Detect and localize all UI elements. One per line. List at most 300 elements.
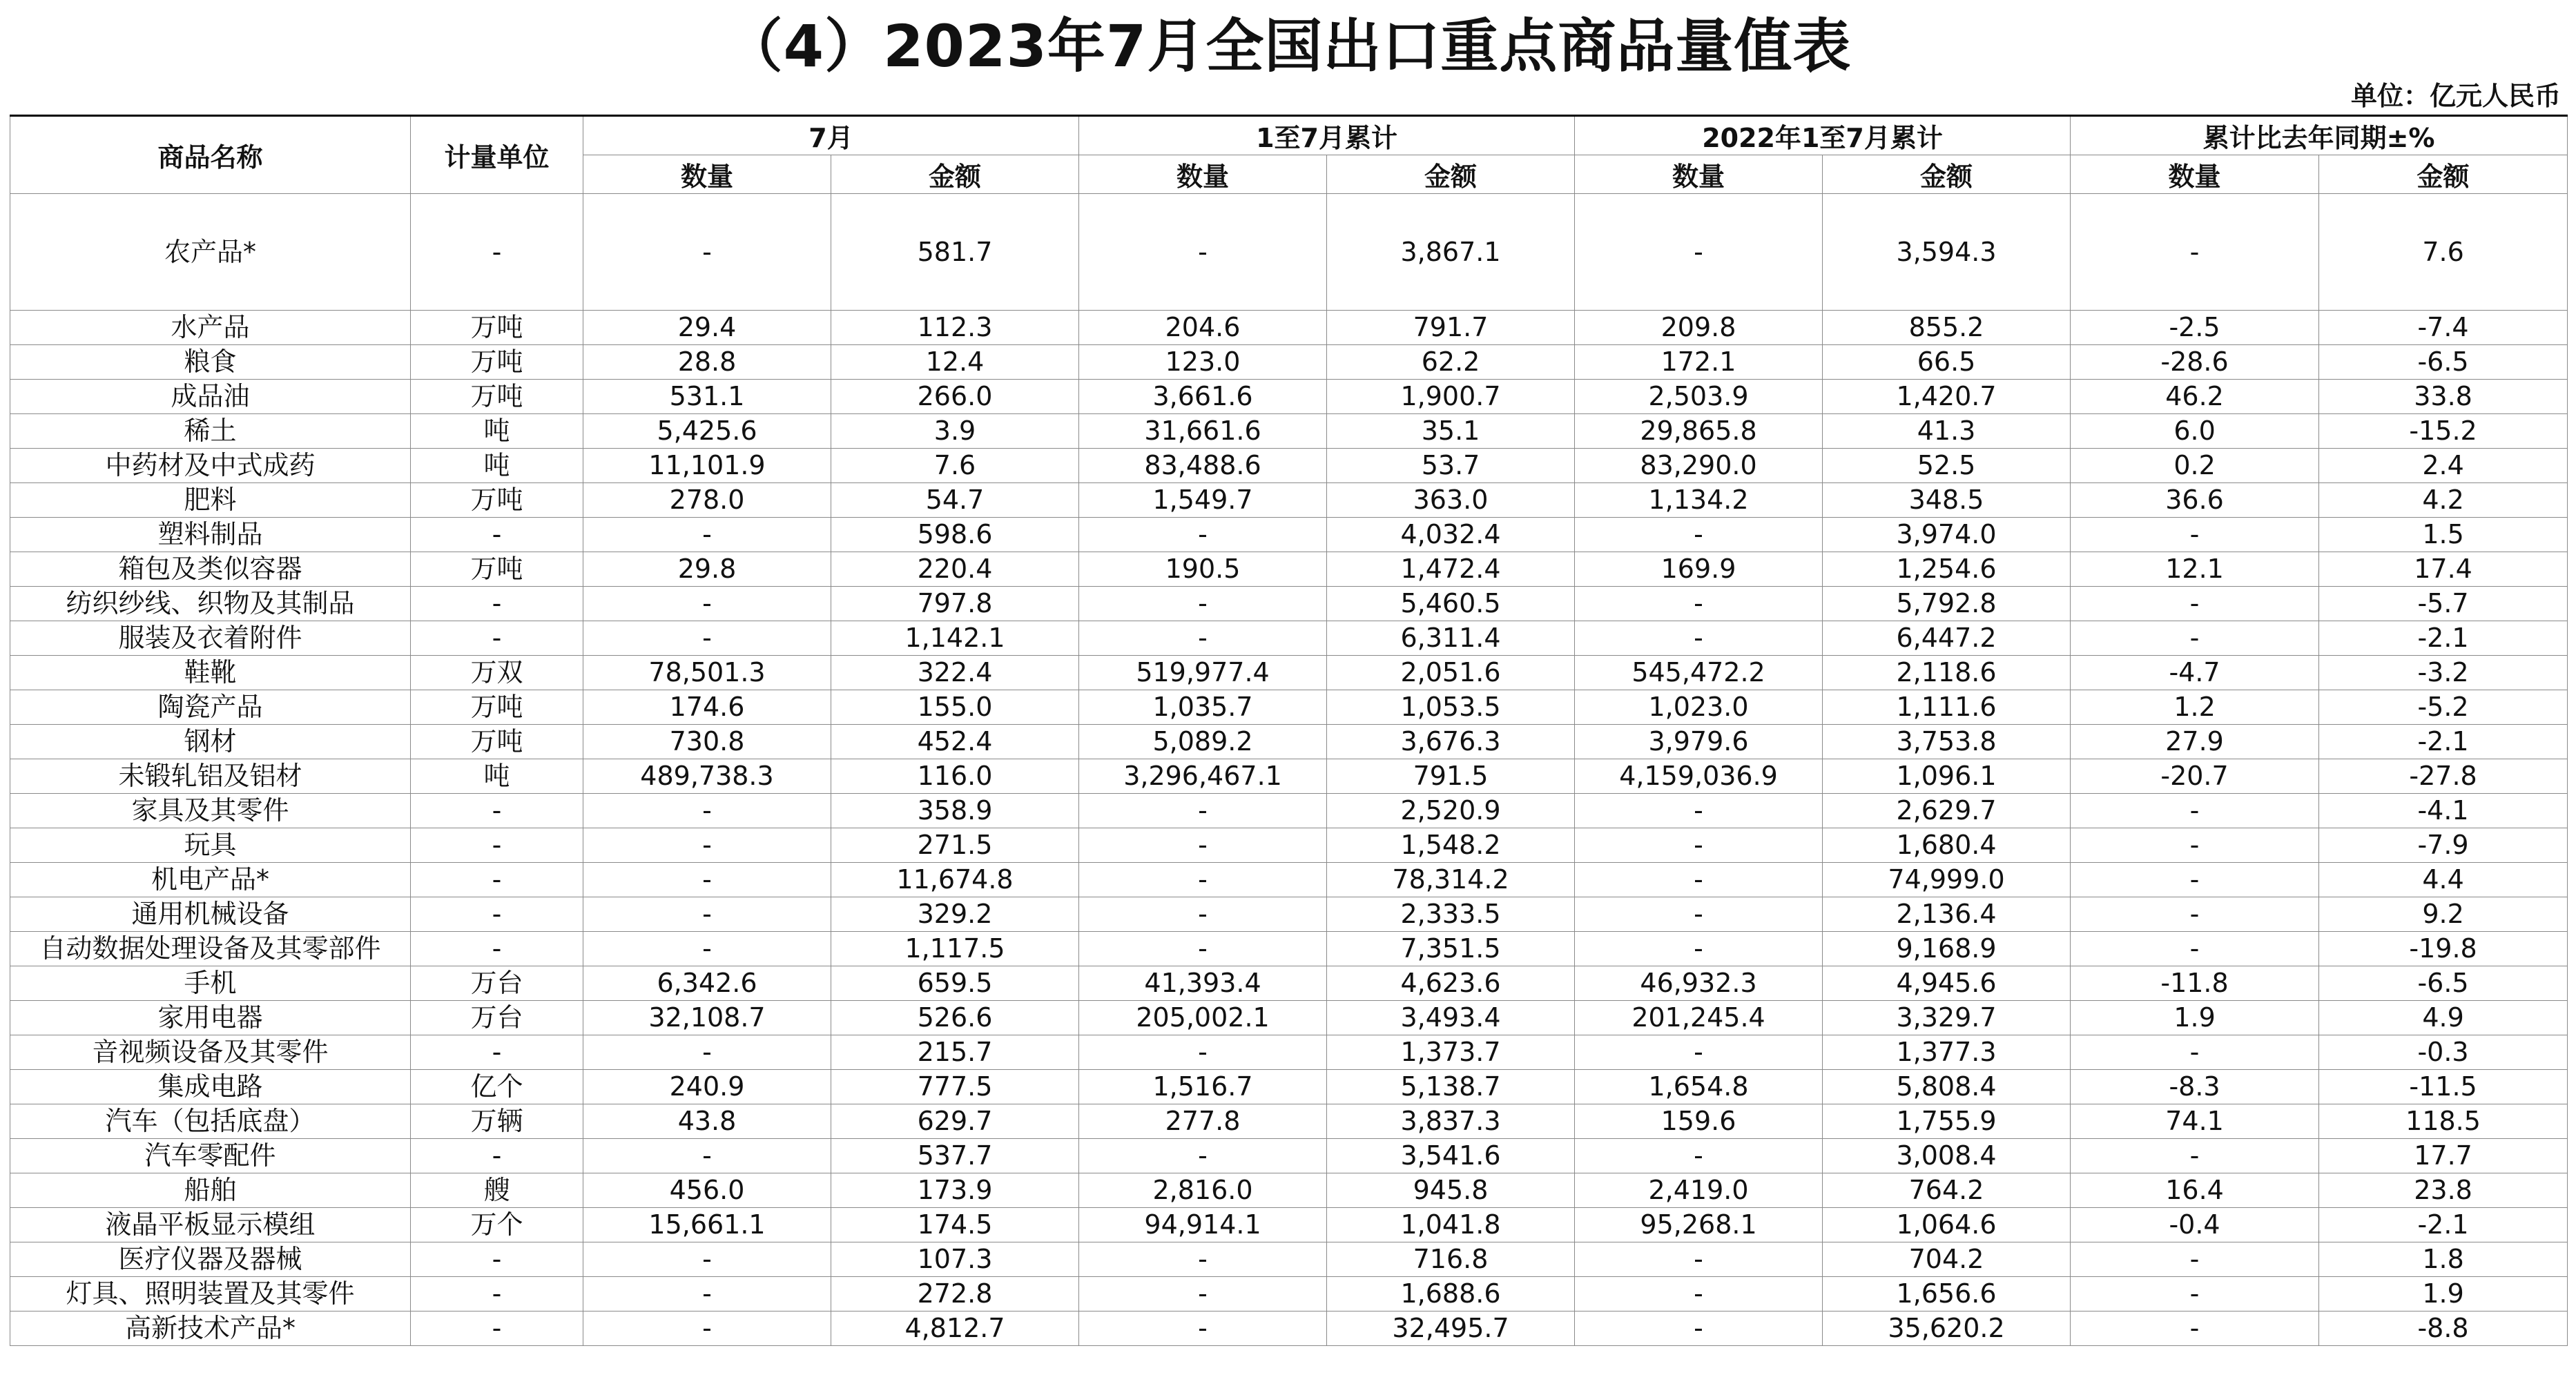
table-row [10,863,2568,897]
prev-amt-cell: 764.2 [1823,1173,2071,1208]
yoy-amt-cell: -0.3 [2319,1035,2568,1070]
ytd-qty-cell: 2,816.0 [1079,1173,1327,1208]
ytd-qty-cell: 41,393.4 [1079,966,1327,1001]
yoy-amt-cell: -27.8 [2319,759,2568,794]
jul-amt-cell: 1,142.1 [831,621,1079,656]
prev-amt-cell: 5,808.4 [1823,1070,2071,1104]
ytd-qty-cell: - [1079,587,1327,621]
jul-amt-cell: 4,812.7 [831,1311,1079,1346]
yoy-qty-cell: -28.6 [2071,345,2319,380]
unit-cell: - [411,863,583,897]
ytd-amt-cell: 3,676.3 [1327,725,1575,759]
commodity-name-cell: 稀土 [10,414,411,449]
prev-amt-cell: 41.3 [1823,414,2071,449]
table-row [10,966,2568,1001]
prev-qty-cell: - [1575,1277,1823,1311]
ytd-amt-cell: 791.5 [1327,759,1575,794]
prev-amt-cell: 2,629.7 [1823,794,2071,828]
ytd-qty-cell: - [1079,897,1327,932]
ytd-amt-cell: 78,314.2 [1327,863,1575,897]
jul-qty-cell: 78,501.3 [583,656,831,690]
unit-cell: 吨 [411,759,583,794]
jul-amt-cell: 173.9 [831,1173,1079,1208]
prev-qty-cell: - [1575,1139,1823,1173]
unit-note: 单位：亿元人民币 [2350,81,2561,111]
prev-amt-cell: 3,594.3 [1823,194,2071,311]
jul-amt-cell: 659.5 [831,966,1079,1001]
ytd-qty-cell: 3,661.6 [1079,380,1327,414]
prev-qty-cell: 3,979.6 [1575,725,1823,759]
yoy-amt-cell: -6.5 [2319,345,2568,380]
table-row [10,1139,2568,1173]
table-row [10,414,2568,449]
yoy-amt-cell: -5.7 [2319,587,2568,621]
prev-amt-cell: 5,792.8 [1823,587,2071,621]
jul-amt-cell: 220.4 [831,552,1079,587]
ytd-qty-cell: 83,488.6 [1079,449,1327,483]
jul-amt-cell: 3.9 [831,414,1079,449]
prev-amt-cell: 52.5 [1823,449,2071,483]
yoy-amt-cell: -7.9 [2319,828,2568,863]
yoy-amt-cell: 17.7 [2319,1139,2568,1173]
yoy-qty-cell: -11.8 [2071,966,2319,1001]
header-qty: 数量 [1079,155,1327,194]
prev-amt-cell: 704.2 [1823,1242,2071,1277]
yoy-qty-cell: - [2071,587,2319,621]
jul-qty-cell: 11,101.9 [583,449,831,483]
table-row [10,1277,2568,1311]
yoy-qty-cell: - [2071,1277,2319,1311]
prev-qty-cell: - [1575,1035,1823,1070]
jul-qty-cell: - [583,1311,831,1346]
unit-cell: - [411,621,583,656]
unit-cell: 艘 [411,1173,583,1208]
jul-qty-cell: 6,342.6 [583,966,831,1001]
yoy-qty-cell: - [2071,194,2319,311]
commodity-name-cell: 机电产品* [10,863,411,897]
yoy-amt-cell: 1.5 [2319,518,2568,552]
yoy-amt-cell: -11.5 [2319,1070,2568,1104]
jul-amt-cell: 54.7 [831,483,1079,518]
unit-cell: 万双 [411,656,583,690]
unit-cell: 万吨 [411,483,583,518]
table-row [10,518,2568,552]
yoy-qty-cell: -4.7 [2071,656,2319,690]
table-row [10,552,2568,587]
prev-qty-cell: - [1575,828,1823,863]
prev-amt-cell: 1,420.7 [1823,380,2071,414]
table-row [10,1242,2568,1277]
table-row [10,1104,2568,1139]
jul-amt-cell: 629.7 [831,1104,1079,1139]
prev-amt-cell: 66.5 [1823,345,2071,380]
ytd-qty-cell: 123.0 [1079,345,1327,380]
yoy-amt-cell: -8.8 [2319,1311,2568,1346]
unit-cell: 吨 [411,449,583,483]
jul-qty-cell: 43.8 [583,1104,831,1139]
yoy-amt-cell: 118.5 [2319,1104,2568,1139]
jul-amt-cell: 1,117.5 [831,932,1079,966]
unit-cell: - [411,587,583,621]
yoy-amt-cell: 23.8 [2319,1173,2568,1208]
jul-qty-cell: - [583,194,831,311]
jul-qty-cell: 29.8 [583,552,831,587]
ytd-amt-cell: 5,460.5 [1327,587,1575,621]
header-amt: 金额 [1327,155,1575,194]
unit-cell: - [411,518,583,552]
commodity-name-cell: 手机 [10,966,411,1001]
prev-qty-cell: - [1575,1311,1823,1346]
ytd-amt-cell: 53.7 [1327,449,1575,483]
jul-qty-cell: - [583,863,831,897]
yoy-amt-cell: -15.2 [2319,414,2568,449]
jul-amt-cell: 452.4 [831,725,1079,759]
prev-qty-cell: 159.6 [1575,1104,1823,1139]
ytd-qty-cell: 190.5 [1079,552,1327,587]
prev-amt-cell: 2,136.4 [1823,897,2071,932]
ytd-qty-cell: - [1079,1242,1327,1277]
yoy-qty-cell: - [2071,1035,2319,1070]
unit-cell: 吨 [411,414,583,449]
yoy-qty-cell: - [2071,518,2319,552]
prev-qty-cell: 2,503.9 [1575,380,1823,414]
prev-amt-cell: 3,329.7 [1823,1001,2071,1035]
unit-cell: 万吨 [411,690,583,725]
ytd-amt-cell: 62.2 [1327,345,1575,380]
jul-qty-cell: - [583,897,831,932]
prev-amt-cell: 855.2 [1823,311,2071,345]
yoy-amt-cell: -5.2 [2319,690,2568,725]
commodity-name-cell: 音视频设备及其零件 [10,1035,411,1070]
header-qty: 数量 [2071,155,2319,194]
table-row [10,621,2568,656]
prev-amt-cell: 1,656.6 [1823,1277,2071,1311]
jul-amt-cell: 581.7 [831,194,1079,311]
ytd-amt-cell: 35.1 [1327,414,1575,449]
yoy-amt-cell: -2.1 [2319,621,2568,656]
ytd-qty-cell: - [1079,863,1327,897]
commodity-name-cell: 成品油 [10,380,411,414]
yoy-qty-cell: - [2071,1311,2319,1346]
jul-qty-cell: 32,108.7 [583,1001,831,1035]
table-row [10,690,2568,725]
prev-qty-cell: 46,932.3 [1575,966,1823,1001]
unit-cell: - [411,1242,583,1277]
commodity-name-cell: 汽车零配件 [10,1139,411,1173]
jul-amt-cell: 215.7 [831,1035,1079,1070]
ytd-amt-cell: 716.8 [1327,1242,1575,1277]
table-row [10,449,2568,483]
commodity-name-cell: 中药材及中式成药 [10,449,411,483]
ytd-amt-cell: 32,495.7 [1327,1311,1575,1346]
jul-qty-cell: 5,425.6 [583,414,831,449]
yoy-qty-cell: -2.5 [2071,311,2319,345]
commodity-name-cell: 陶瓷产品 [10,690,411,725]
unit-cell: - [411,828,583,863]
prev-amt-cell: 348.5 [1823,483,2071,518]
commodity-name-cell: 高新技术产品* [10,1311,411,1346]
table-title: （4）2023年7月全国出口重点商品量值表 [724,12,1852,80]
ytd-qty-cell: - [1079,1277,1327,1311]
ytd-qty-cell: 205,002.1 [1079,1001,1327,1035]
yoy-amt-cell: 4.9 [2319,1001,2568,1035]
unit-cell: 万台 [411,1001,583,1035]
commodity-name-cell: 家用电器 [10,1001,411,1035]
prev-amt-cell: 3,008.4 [1823,1139,2071,1173]
prev-qty-cell: 1,134.2 [1575,483,1823,518]
commodity-name-cell: 纺织纱线、织物及其制品 [10,587,411,621]
header-group-july: 7月 [583,116,1079,155]
table-row [10,1001,2568,1035]
yoy-qty-cell: 46.2 [2071,380,2319,414]
unit-cell: - [411,1311,583,1346]
yoy-qty-cell: 1.9 [2071,1001,2319,1035]
ytd-amt-cell: 1,373.7 [1327,1035,1575,1070]
jul-qty-cell: - [583,587,831,621]
ytd-qty-cell: 5,089.2 [1079,725,1327,759]
commodity-name-cell: 家具及其零件 [10,794,411,828]
jul-qty-cell: 531.1 [583,380,831,414]
table-row [10,932,2568,966]
unit-cell: - [411,1139,583,1173]
yoy-qty-cell: - [2071,1242,2319,1277]
commodity-name-cell: 集成电路 [10,1070,411,1104]
yoy-qty-cell: 74.1 [2071,1104,2319,1139]
header-amt: 金额 [831,155,1079,194]
unit-cell: - [411,897,583,932]
prev-qty-cell: - [1575,621,1823,656]
ytd-amt-cell: 7,351.5 [1327,932,1575,966]
commodity-name-cell: 水产品 [10,311,411,345]
unit-cell: 亿个 [411,1070,583,1104]
yoy-amt-cell: -6.5 [2319,966,2568,1001]
table-row [10,483,2568,518]
ytd-qty-cell: - [1079,1035,1327,1070]
jul-amt-cell: 322.4 [831,656,1079,690]
yoy-amt-cell: 4.4 [2319,863,2568,897]
ytd-amt-cell: 1,688.6 [1327,1277,1575,1311]
ytd-amt-cell: 3,867.1 [1327,194,1575,311]
commodity-name-cell: 肥料 [10,483,411,518]
table-row [10,828,2568,863]
jul-qty-cell: 15,661.1 [583,1208,831,1242]
table-row [10,1311,2568,1346]
ytd-amt-cell: 2,051.6 [1327,656,1575,690]
yoy-amt-cell: 9.2 [2319,897,2568,932]
yoy-qty-cell: -8.3 [2071,1070,2319,1104]
jul-qty-cell: - [583,794,831,828]
yoy-qty-cell: - [2071,828,2319,863]
table-row [10,725,2568,759]
jul-qty-cell: 174.6 [583,690,831,725]
jul-amt-cell: 174.5 [831,1208,1079,1242]
table-body [10,194,2568,1346]
prev-qty-cell: - [1575,587,1823,621]
prev-qty-cell: - [1575,1242,1823,1277]
ytd-amt-cell: 1,472.4 [1327,552,1575,587]
yoy-qty-cell: - [2071,794,2319,828]
prev-qty-cell: 4,159,036.9 [1575,759,1823,794]
prev-qty-cell: - [1575,794,1823,828]
prev-amt-cell: 4,945.6 [1823,966,2071,1001]
prev-qty-cell: - [1575,194,1823,311]
yoy-amt-cell: -19.8 [2319,932,2568,966]
jul-amt-cell: 12.4 [831,345,1079,380]
yoy-qty-cell: 12.1 [2071,552,2319,587]
jul-qty-cell: 278.0 [583,483,831,518]
jul-amt-cell: 107.3 [831,1242,1079,1277]
prev-qty-cell: 209.8 [1575,311,1823,345]
prev-amt-cell: 1,254.6 [1823,552,2071,587]
ytd-qty-cell: 1,516.7 [1079,1070,1327,1104]
yoy-qty-cell: -0.4 [2071,1208,2319,1242]
unit-cell: 万吨 [411,380,583,414]
ytd-amt-cell: 4,623.6 [1327,966,1575,1001]
jul-amt-cell: 797.8 [831,587,1079,621]
ytd-qty-cell: - [1079,932,1327,966]
yoy-amt-cell: 17.4 [2319,552,2568,587]
unit-cell: 万吨 [411,725,583,759]
ytd-amt-cell: 791.7 [1327,311,1575,345]
yoy-amt-cell: -4.1 [2319,794,2568,828]
commodity-name-cell: 服装及衣着附件 [10,621,411,656]
prev-qty-cell: 172.1 [1575,345,1823,380]
jul-amt-cell: 271.5 [831,828,1079,863]
unit-cell: 万吨 [411,311,583,345]
commodity-name-cell: 自动数据处理设备及其零部件 [10,932,411,966]
yoy-qty-cell: 16.4 [2071,1173,2319,1208]
yoy-amt-cell: -3.2 [2319,656,2568,690]
ytd-amt-cell: 1,900.7 [1327,380,1575,414]
jul-qty-cell: 456.0 [583,1173,831,1208]
ytd-qty-cell: 94,914.1 [1079,1208,1327,1242]
prev-qty-cell: 169.9 [1575,552,1823,587]
table-row [10,1173,2568,1208]
prev-amt-cell: 2,118.6 [1823,656,2071,690]
jul-amt-cell: 526.6 [831,1001,1079,1035]
ytd-qty-cell: 519,977.4 [1079,656,1327,690]
prev-qty-cell: 1,654.8 [1575,1070,1823,1104]
jul-qty-cell: - [583,1242,831,1277]
unit-cell: - [411,932,583,966]
ytd-amt-cell: 2,520.9 [1327,794,1575,828]
jul-amt-cell: 329.2 [831,897,1079,932]
prev-qty-cell: 1,023.0 [1575,690,1823,725]
jul-qty-cell: - [583,1277,831,1311]
unit-cell: - [411,194,583,311]
prev-amt-cell: 1,377.3 [1823,1035,2071,1070]
yoy-amt-cell: 1.9 [2319,1277,2568,1311]
ytd-qty-cell: - [1079,828,1327,863]
ytd-amt-cell: 4,032.4 [1327,518,1575,552]
ytd-amt-cell: 1,041.8 [1327,1208,1575,1242]
ytd-amt-cell: 6,311.4 [1327,621,1575,656]
jul-qty-cell: - [583,621,831,656]
commodity-name-cell: 钢材 [10,725,411,759]
table-row [10,194,2568,311]
yoy-qty-cell: 36.6 [2071,483,2319,518]
prev-amt-cell: 1,680.4 [1823,828,2071,863]
ytd-qty-cell: - [1079,794,1327,828]
prev-qty-cell: - [1575,518,1823,552]
yoy-amt-cell: 1.8 [2319,1242,2568,1277]
prev-qty-cell: 83,290.0 [1575,449,1823,483]
ytd-amt-cell: 3,493.4 [1327,1001,1575,1035]
header-group-2022: 2022年1至7月累计 [1575,116,2071,155]
table-row [10,311,2568,345]
yoy-amt-cell: -2.1 [2319,1208,2568,1242]
header-qty: 数量 [1575,155,1823,194]
header-amt: 金额 [1823,155,2071,194]
ytd-qty-cell: - [1079,194,1327,311]
ytd-qty-cell: 3,296,467.1 [1079,759,1327,794]
unit-cell: 万台 [411,966,583,1001]
commodity-name-cell: 塑料制品 [10,518,411,552]
ytd-amt-cell: 3,837.3 [1327,1104,1575,1139]
table-row [10,587,2568,621]
prev-amt-cell: 3,974.0 [1823,518,2071,552]
prev-amt-cell: 9,168.9 [1823,932,2071,966]
commodity-name-cell: 未锻轧铝及铝材 [10,759,411,794]
table-row [10,1070,2568,1104]
yoy-qty-cell: 0.2 [2071,449,2319,483]
jul-qty-cell: - [583,518,831,552]
commodity-name-cell: 粮食 [10,345,411,380]
table-row [10,656,2568,690]
prev-qty-cell: - [1575,932,1823,966]
ytd-amt-cell: 5,138.7 [1327,1070,1575,1104]
yoy-qty-cell: - [2071,1139,2319,1173]
header-unit: 计量单位 [411,116,583,194]
commodity-name-cell: 汽车（包括底盘） [10,1104,411,1139]
commodity-name-cell: 农产品* [10,194,411,311]
table-row [10,1035,2568,1070]
jul-amt-cell: 112.3 [831,311,1079,345]
yoy-qty-cell: -20.7 [2071,759,2319,794]
prev-qty-cell: 29,865.8 [1575,414,1823,449]
prev-amt-cell: 74,999.0 [1823,863,2071,897]
unit-cell: 万个 [411,1208,583,1242]
jul-qty-cell: - [583,1139,831,1173]
header-name: 商品名称 [10,116,411,194]
ytd-qty-cell: 31,661.6 [1079,414,1327,449]
commodity-name-cell: 通用机械设备 [10,897,411,932]
jul-qty-cell: 489,738.3 [583,759,831,794]
jul-amt-cell: 116.0 [831,759,1079,794]
jul-qty-cell: 240.9 [583,1070,831,1104]
prev-qty-cell: 545,472.2 [1575,656,1823,690]
table-row [10,794,2568,828]
jul-qty-cell: - [583,932,831,966]
jul-amt-cell: 155.0 [831,690,1079,725]
ytd-amt-cell: 363.0 [1327,483,1575,518]
commodity-name-cell: 液晶平板显示模组 [10,1208,411,1242]
unit-cell: 万吨 [411,552,583,587]
yoy-qty-cell: - [2071,621,2319,656]
ytd-qty-cell: 1,549.7 [1079,483,1327,518]
export-commodity-table [10,115,2568,1346]
jul-amt-cell: 266.0 [831,380,1079,414]
unit-cell: 万吨 [411,345,583,380]
unit-cell: - [411,794,583,828]
prev-qty-cell: 2,419.0 [1575,1173,1823,1208]
yoy-qty-cell: 6.0 [2071,414,2319,449]
jul-amt-cell: 7.6 [831,449,1079,483]
yoy-amt-cell: -2.1 [2319,725,2568,759]
jul-amt-cell: 11,674.8 [831,863,1079,897]
ytd-qty-cell: - [1079,518,1327,552]
ytd-amt-cell: 1,053.5 [1327,690,1575,725]
